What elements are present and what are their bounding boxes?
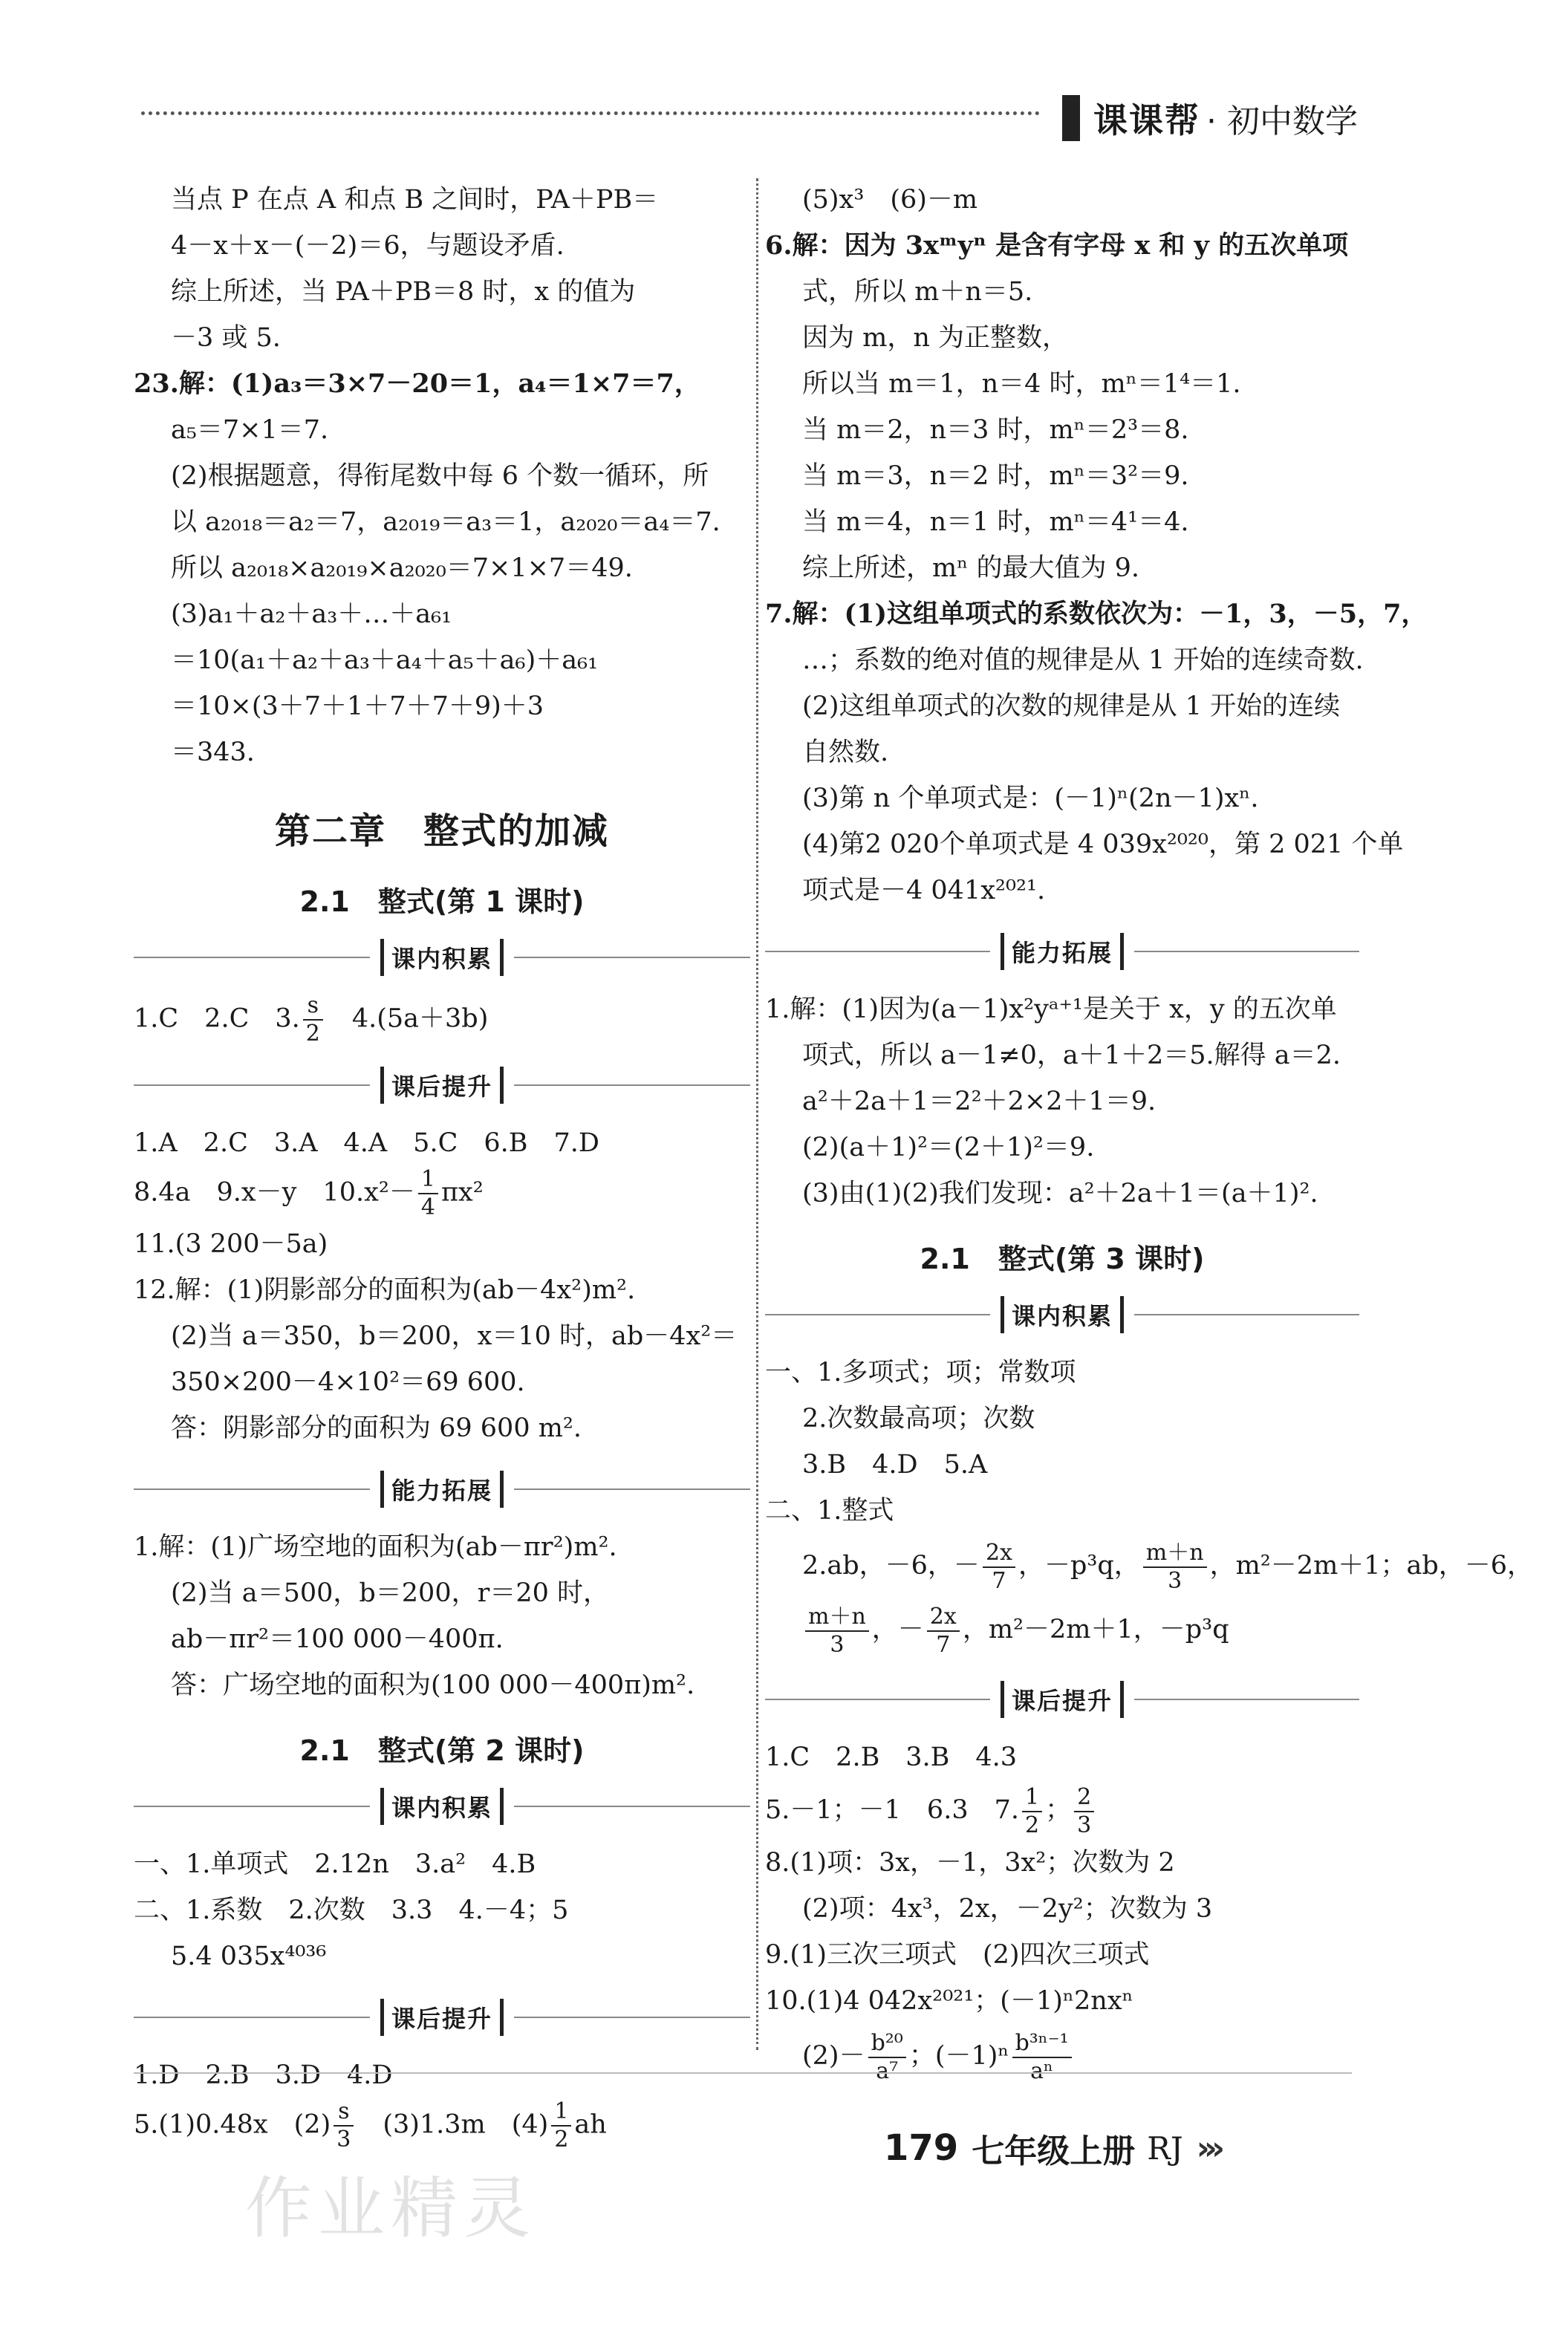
- fraction-numerator: 1: [418, 1166, 438, 1194]
- fraction-numerator: 2x: [983, 1540, 1015, 1568]
- answer-text: 5.－1；－1 6.3 7.: [765, 1795, 1019, 1825]
- fraction-denominator: 2: [1025, 1812, 1040, 1838]
- fraction-numerator: m＋n: [1143, 1540, 1207, 1568]
- fraction-denominator: 3: [336, 2127, 351, 2153]
- text-line: 当 m＝4，n＝1 时，mⁿ＝4¹＝4.: [802, 507, 1189, 537]
- text-line: ab－πr²＝100 000－400π.: [171, 1624, 504, 1654]
- section-tag: 课内积累: [380, 939, 504, 976]
- bottom-rule: [134, 2072, 1352, 2074]
- text-line: 二、1.整式: [765, 1496, 894, 1526]
- answer-text: ，－: [871, 1615, 924, 1644]
- answer-text: 2.ab，－6，－: [802, 1551, 980, 1581]
- fraction-numerator: b³ⁿ⁻¹: [1012, 2030, 1072, 2058]
- fraction-denominator: 4: [420, 1194, 435, 1220]
- section-tag: 能力拓展: [380, 1471, 504, 1508]
- section-bar: [134, 1999, 750, 2036]
- text-line: 1.A 2.C 3.A 4.A 5.C 6.B 7.D: [134, 1128, 599, 1158]
- text-line: [765, 1534, 1534, 1598]
- left-column: [134, 177, 750, 2153]
- text-line: (2)项：4x³，2x，－2y²；次数为 3: [802, 1894, 1213, 1924]
- text-line: …；系数的绝对值的规律是从 1 开始的连续奇数.: [802, 645, 1364, 675]
- fraction: [805, 1604, 869, 1659]
- section-tag: 课后提升: [1001, 1681, 1124, 1718]
- fraction-denominator: 3: [1168, 1567, 1182, 1594]
- fraction: [868, 2030, 906, 2085]
- fraction-numerator: 1: [551, 2098, 571, 2127]
- page-header: [1062, 94, 1358, 143]
- text-line: 5.4 035x⁴⁰³⁶: [171, 1942, 327, 1971]
- text-line: 答：阴影部分的面积为 69 600 m².: [171, 1413, 582, 1443]
- text-line: 当 m＝3，n＝2 时，mⁿ＝3²＝9.: [802, 461, 1189, 491]
- answer-text: 8.4a 9.x－y 10.x²－: [134, 1177, 415, 1208]
- text-line: 项式，所以 a－1≠0，a＋1＋2＝5.解得 a＝2.: [802, 1041, 1341, 1070]
- page-number: 179: [884, 2127, 959, 2169]
- text-line: [134, 1166, 750, 1221]
- text-line: 11.(3 200－5a): [134, 1229, 328, 1259]
- page-footer: [884, 2124, 1219, 2172]
- section-bar: [134, 939, 750, 976]
- lesson-title: 2.1 整式(第 1 课时): [299, 885, 585, 918]
- section-tag: 课后提升: [380, 1067, 504, 1104]
- section-bar: [765, 1296, 1359, 1333]
- text-line: [765, 1780, 1359, 1840]
- answer-text: ，m²－2m＋1，－p³q: [962, 1615, 1229, 1644]
- answer-6: 6.解：因为 3xᵐyⁿ 是含有字母 x 和 y 的五次单项: [765, 230, 1349, 261]
- fraction-denominator: 3: [1077, 1812, 1092, 1838]
- text-line: [134, 2098, 750, 2153]
- text-line: (2)根据题意，得衔尾数中每 6 个数一循环，所: [171, 461, 709, 491]
- chapter-title: 第二章 整式的加减: [274, 810, 609, 852]
- text-line: 8.(1)项：3x，－1，3x²；次数为 2: [765, 1848, 1175, 1878]
- section-bar: [134, 1788, 750, 1825]
- text-line: (2)当 a＝500，b＝200，r＝20 时，: [171, 1578, 609, 1608]
- fraction: [983, 1540, 1015, 1595]
- fraction-numerator: m＋n: [805, 1604, 869, 1632]
- grade-label: 七年级上册: [972, 2132, 1136, 2170]
- text-line: 1.解：(1)广场空地的面积为(ab－πr²)m².: [134, 1532, 617, 1562]
- fraction-numerator: b²⁰: [868, 2030, 906, 2058]
- edition-label: RJ: [1147, 2129, 1183, 2167]
- text-line: 9.(1)三次三项式 (2)四次三项式: [765, 1940, 1150, 1970]
- section-bar: [134, 1471, 750, 1508]
- text-line: a₅＝7×1＝7.: [171, 415, 329, 445]
- text-line: 当点 P 在点 A 和点 B 之间时，PA＋PB＝: [171, 185, 659, 215]
- answer-text: πx²: [440, 1177, 484, 1208]
- text-line: a²＋2a＋1＝2²＋2×2＋1＝9.: [802, 1087, 1157, 1116]
- answer-text: 1.C 2.C 3.: [134, 1003, 300, 1034]
- fraction-denominator: a⁷: [876, 2057, 899, 2084]
- fraction: [303, 992, 323, 1047]
- text-line: 10.(1)4 042x²⁰²¹；(－1)ⁿ2nxⁿ: [765, 1986, 1133, 2016]
- fraction: [927, 1604, 960, 1659]
- text-line: 一、1.单项式 2.12n 3.a² 4.B: [134, 1849, 536, 1879]
- text-line: 所以当 m＝1，n＝4 时，mⁿ＝1⁴＝1.: [802, 369, 1241, 399]
- lesson-title: 2.1 整式(第 3 课时): [920, 1243, 1205, 1275]
- text-line: 350×200－4×10²＝69 600.: [171, 1367, 525, 1397]
- fraction-numerator: 1: [1022, 1784, 1042, 1812]
- fraction: [1074, 1784, 1094, 1839]
- watermark: 作业精灵: [245, 2170, 536, 2248]
- fraction: [1012, 2030, 1072, 2085]
- text-line: 项式是－4 041x²⁰²¹.: [802, 876, 1046, 905]
- text-line: 1.C 2.B 3.B 4.3: [765, 1743, 1018, 1772]
- text-line: 因为 m，n 为正整数，: [802, 323, 1068, 353]
- text-line: (3)第 n 个单项式是：(－1)ⁿ(2n－1)xⁿ.: [802, 784, 1259, 813]
- answer-text: 5.(1)0.48x (2): [134, 2109, 331, 2140]
- text-line: [765, 2024, 1359, 2088]
- fraction-numerator: 2: [1074, 1784, 1094, 1812]
- fraction: [1143, 1540, 1207, 1595]
- section-tag: 能力拓展: [1001, 933, 1124, 970]
- fraction-denominator: aⁿ: [1030, 2057, 1054, 2084]
- text-line: ＝10(a₁＋a₂＋a₃＋a₄＋a₅＋a₆)＋a₆₁: [171, 645, 599, 675]
- fraction-numerator: s: [334, 2098, 354, 2127]
- fraction-denominator: 7: [936, 1631, 951, 1658]
- answer-text: ；(－1)ⁿ: [908, 2041, 1009, 2071]
- fraction-denominator: 2: [554, 2127, 569, 2153]
- answer-text: 4.(5a＋3b): [325, 1003, 489, 1034]
- text-line: 以 a₂₀₁₈＝a₂＝7，a₂₀₁₉＝a₃＝1，a₂₀₂₀＝a₄＝7.: [171, 507, 720, 537]
- answer-text: (2)－: [802, 2041, 865, 2071]
- section-tag: 课后提升: [380, 1999, 504, 2036]
- text-line: 自然数.: [802, 738, 889, 767]
- header-dotted-rule: [141, 111, 1040, 115]
- text-line: [134, 992, 750, 1047]
- text-line: 4－x＋x－(－2)＝6，与题设矛盾.: [171, 231, 565, 261]
- text-line: (4)第2 020个单项式是 4 039x²⁰²⁰，第 2 021 个单: [802, 830, 1404, 859]
- text-line: (2)这组单项式的次数的规律是从 1 开始的连续: [802, 692, 1341, 721]
- section-bar: [765, 1681, 1359, 1718]
- text-line: [765, 1598, 1359, 1662]
- lesson-title: 2.1 整式(第 2 课时): [299, 1734, 585, 1767]
- text-line: 一、1.多项式；项；常数项: [765, 1358, 1076, 1387]
- right-column: [765, 177, 1534, 2088]
- fraction: [551, 2098, 571, 2153]
- answer-text: ；: [1045, 1795, 1072, 1825]
- brand-title: 课课帮: [1093, 100, 1200, 140]
- text-line: 式，所以 m＋n＝5.: [802, 277, 1033, 307]
- fraction-denominator: 2: [305, 1021, 320, 1047]
- text-line: ＝343.: [171, 738, 255, 767]
- text-line: (3)由(1)(2)我们发现：a²＋2a＋1＝(a＋1)².: [802, 1179, 1318, 1208]
- answer-text: ，－p³q，: [1018, 1551, 1140, 1581]
- text-line: 2.次数最高项；次数: [802, 1404, 1035, 1434]
- text-line: 12.解：(1)阴影部分的面积为(ab－4x²)m².: [134, 1275, 636, 1305]
- section-tag: 课内积累: [380, 1788, 504, 1825]
- fraction: [1022, 1784, 1042, 1839]
- header-bar-icon: [1062, 95, 1080, 141]
- text-line: 1.解：(1)因为(a－1)x²yᵃ⁺¹是关于 x，y 的五次单: [765, 995, 1337, 1024]
- column-divider: [756, 178, 758, 2050]
- text-line: 综上所述，当 PA＋PB＝8 时，x 的值为: [171, 277, 636, 307]
- fraction: [418, 1166, 438, 1221]
- fraction-numerator: 2x: [927, 1604, 960, 1632]
- answer-23: 23.解：(1)a₃＝3×7－20＝1，a₄＝1×7＝7，: [134, 368, 700, 399]
- subject-title: · 初中数学: [1206, 103, 1358, 140]
- answer-text: ，m²－2m＋1；ab，－6，: [1209, 1551, 1534, 1581]
- text-line: 1.D 2.B 3.D 4.D: [134, 2060, 393, 2090]
- section-bar: [765, 933, 1359, 970]
- section-bar: [134, 1067, 750, 1104]
- text-line: 当 m＝2，n＝3 时，mⁿ＝2³＝8.: [802, 415, 1189, 445]
- text-line: (2)当 a＝350，b＝200，x＝10 时，ab－4x²＝: [171, 1321, 738, 1351]
- fraction: [334, 2098, 354, 2153]
- fraction-denominator: 7: [992, 1567, 1006, 1594]
- text-line: (2)(a＋1)²＝(2＋1)²＝9.: [802, 1133, 1095, 1162]
- text-line: 所以 a₂₀₁₈×a₂₀₁₉×a₂₀₂₀＝7×1×7＝49.: [171, 553, 633, 583]
- answer-text: ah: [574, 2109, 607, 2140]
- text-line: －3 或 5.: [171, 323, 281, 353]
- text-line: 3.B 4.D 5.A: [802, 1450, 988, 1480]
- chevron-right-icon: ›››: [1196, 2129, 1220, 2167]
- answer-7: 7.解：(1)这组单项式的系数依次为：－1，3，－5，7，: [765, 599, 1428, 629]
- text-line: (5)x³ (6)－m: [802, 185, 978, 215]
- answer-text: (3)1.3m (4): [357, 2109, 549, 2140]
- text-line: 二、1.系数 2.次数 3.3 4.－4；5: [134, 1896, 569, 1925]
- text-line: ＝10×(3＋7＋1＋7＋7＋9)＋3: [171, 692, 544, 721]
- text-line: 答：广场空地的面积为(100 000－400π)m².: [171, 1670, 695, 1700]
- text-line: 综上所述，mⁿ 的最大值为 9.: [802, 553, 1139, 583]
- section-tag: 课内积累: [1001, 1296, 1124, 1333]
- fraction-denominator: 3: [830, 1631, 845, 1658]
- fraction-numerator: s: [303, 992, 323, 1021]
- text-line: (3)a₁＋a₂＋a₃＋…＋a₆₁: [171, 599, 452, 629]
